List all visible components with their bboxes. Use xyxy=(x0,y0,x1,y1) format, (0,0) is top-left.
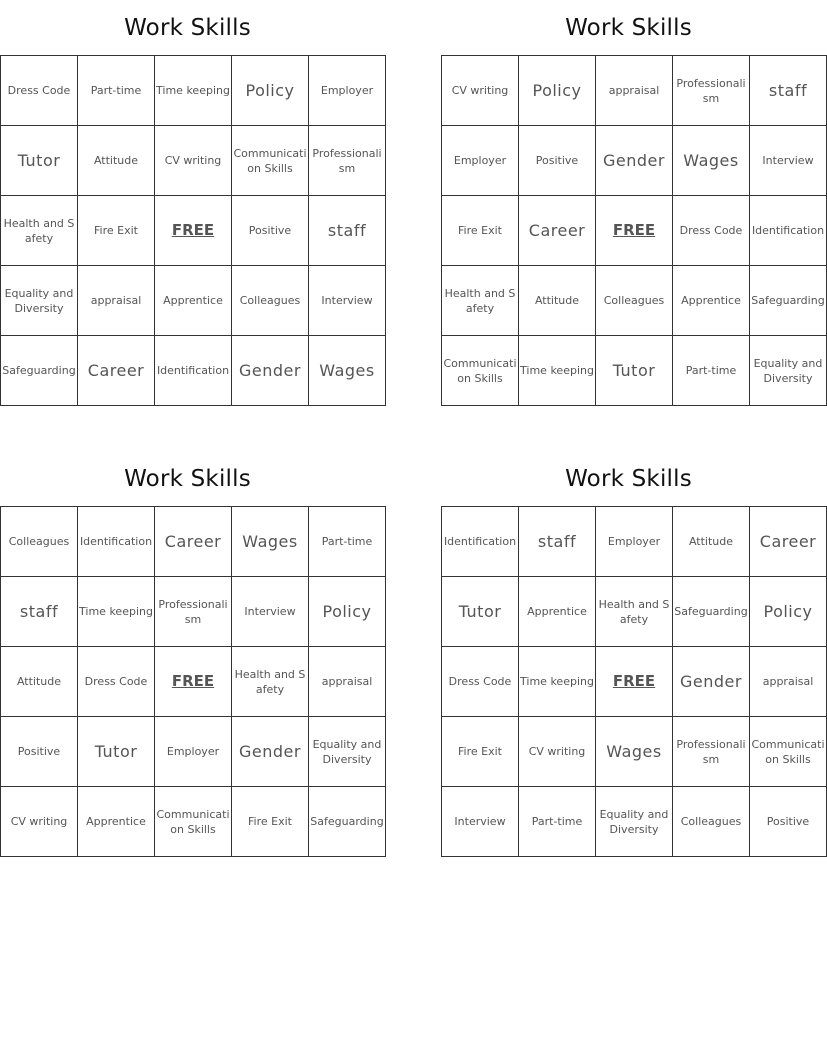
grid-cell: Career xyxy=(155,507,232,577)
grid-row xyxy=(442,577,827,647)
grid-cell: Colleagues xyxy=(232,266,309,336)
card-title: Work Skills xyxy=(124,466,251,492)
grid-cell: staff xyxy=(519,507,596,577)
grid-cell: Part-time xyxy=(309,507,386,577)
grid-cell: Positive xyxy=(519,126,596,196)
grid-row xyxy=(442,717,827,787)
grid-cell: Wages xyxy=(673,126,750,196)
grid-row xyxy=(442,507,827,577)
grid-cell: Communication Skills xyxy=(442,336,519,406)
grid-cell: Attitude xyxy=(1,647,78,717)
grid-cell: Dress Code xyxy=(442,647,519,717)
grid-row xyxy=(1,717,386,787)
grid-row xyxy=(442,647,827,717)
grid-cell: Tutor xyxy=(1,126,78,196)
grid-cell: Interview xyxy=(232,577,309,647)
grid-row xyxy=(442,336,827,406)
grid-row xyxy=(1,647,386,717)
grid-cell: Safeguarding xyxy=(673,577,750,647)
grid-cell: Attitude xyxy=(673,507,750,577)
grid-cell: Health and Safety xyxy=(596,577,673,647)
grid-cell: Policy xyxy=(519,56,596,126)
grid-row xyxy=(1,507,386,577)
grid-cell: Equality and Diversity xyxy=(750,336,827,406)
grid-cell: Part-time xyxy=(519,787,596,857)
grid-cell: appraisal xyxy=(309,647,386,717)
grid-cell: Tutor xyxy=(78,717,155,787)
grid-cell: Wages xyxy=(596,717,673,787)
grid-cell: Career xyxy=(519,196,596,266)
grid-cell: Apprentice xyxy=(78,787,155,857)
grid-cell: Wages xyxy=(232,507,309,577)
grid-cell: Colleagues xyxy=(596,266,673,336)
grid-cell: Identification xyxy=(78,507,155,577)
grid-row xyxy=(442,266,827,336)
bingo-card-4 xyxy=(441,451,825,857)
grid-row xyxy=(1,266,386,336)
grid-cell: Time keeping xyxy=(155,56,232,126)
grid-cell: Wages xyxy=(309,336,386,406)
grid-cell: Career xyxy=(78,336,155,406)
grid-cell: appraisal xyxy=(750,647,827,717)
grid-cell: Time keeping xyxy=(519,336,596,406)
grid-cell: Professionalism xyxy=(673,717,750,787)
grid-cell: Colleagues xyxy=(1,507,78,577)
grid-cell: Dress Code xyxy=(673,196,750,266)
grid-cell: Employer xyxy=(442,126,519,196)
grid-cell: Fire Exit xyxy=(442,717,519,787)
grid-cell: Part-time xyxy=(78,56,155,126)
grid-cell: Fire Exit xyxy=(442,196,519,266)
grid-cell: Positive xyxy=(232,196,309,266)
grid-cell: Employer xyxy=(309,56,386,126)
grid-cell: Gender xyxy=(232,336,309,406)
bingo-grid xyxy=(441,55,827,406)
grid-cell: Fire Exit xyxy=(232,787,309,857)
grid-cell: Safeguarding xyxy=(750,266,827,336)
grid-cell: Safeguarding xyxy=(309,787,386,857)
grid-row xyxy=(1,196,386,266)
grid-cell: Gender xyxy=(232,717,309,787)
grid-row xyxy=(442,126,827,196)
bingo-grid xyxy=(441,506,827,857)
grid-cell: FREE xyxy=(596,196,673,266)
grid-cell: CV writing xyxy=(155,126,232,196)
grid-cell: Identification xyxy=(750,196,827,266)
grid-cell: Attitude xyxy=(78,126,155,196)
grid-cell: Colleagues xyxy=(673,787,750,857)
grid-cell: Apprentice xyxy=(519,577,596,647)
grid-cell: Positive xyxy=(750,787,827,857)
grid-cell: Communication Skills xyxy=(750,717,827,787)
grid-cell: Equality and Diversity xyxy=(596,787,673,857)
grid-cell: Apprentice xyxy=(155,266,232,336)
grid-cell: Professionalism xyxy=(309,126,386,196)
grid-cell: staff xyxy=(1,577,78,647)
grid-cell: Time keeping xyxy=(78,577,155,647)
grid-cell: Interview xyxy=(442,787,519,857)
grid-cell: Equality and Diversity xyxy=(309,717,386,787)
grid-cell: Positive xyxy=(1,717,78,787)
grid-cell: FREE xyxy=(155,647,232,717)
bingo-grid xyxy=(0,55,386,406)
grid-row xyxy=(1,56,386,126)
grid-cell: Part-time xyxy=(673,336,750,406)
grid-cell: Communication Skills xyxy=(232,126,309,196)
grid-cell: Fire Exit xyxy=(78,196,155,266)
grid-row xyxy=(1,577,386,647)
grid-cell: CV writing xyxy=(1,787,78,857)
grid-cell: Time keeping xyxy=(519,647,596,717)
card-title: Work Skills xyxy=(565,466,692,492)
grid-row xyxy=(442,196,827,266)
grid-cell: CV writing xyxy=(519,717,596,787)
grid-row xyxy=(1,787,386,857)
bingo-grid xyxy=(0,506,386,857)
grid-cell: Employer xyxy=(155,717,232,787)
grid-cell: staff xyxy=(750,56,827,126)
grid-cell: Gender xyxy=(673,647,750,717)
grid-cell: Health and Safety xyxy=(1,196,78,266)
bingo-card-2 xyxy=(441,0,825,406)
grid-cell: Tutor xyxy=(442,577,519,647)
grid-cell: Dress Code xyxy=(1,56,78,126)
grid-cell: Gender xyxy=(596,126,673,196)
grid-cell: Identification xyxy=(155,336,232,406)
grid-cell: Health and Safety xyxy=(442,266,519,336)
grid-cell: Professionalism xyxy=(673,56,750,126)
grid-cell: Health and Safety xyxy=(232,647,309,717)
grid-row xyxy=(442,56,827,126)
grid-cell: FREE xyxy=(596,647,673,717)
bingo-card-1 xyxy=(0,0,382,406)
grid-cell: Policy xyxy=(750,577,827,647)
grid-cell: Policy xyxy=(309,577,386,647)
grid-cell: Equality and Diversity xyxy=(1,266,78,336)
grid-cell: Career xyxy=(750,507,827,577)
grid-cell: Interview xyxy=(750,126,827,196)
grid-cell: Apprentice xyxy=(673,266,750,336)
grid-cell: Dress Code xyxy=(78,647,155,717)
grid-cell: Interview xyxy=(309,266,386,336)
card-title: Work Skills xyxy=(565,15,692,41)
grid-cell: Policy xyxy=(232,56,309,126)
bingo-card-3 xyxy=(0,451,384,857)
grid-row xyxy=(1,336,386,406)
grid-cell: Professionalism xyxy=(155,577,232,647)
card-title: Work Skills xyxy=(124,15,251,41)
grid-cell: staff xyxy=(309,196,386,266)
grid-cell: FREE xyxy=(155,196,232,266)
grid-row xyxy=(1,126,386,196)
grid-cell: Communication Skills xyxy=(155,787,232,857)
grid-cell: Attitude xyxy=(519,266,596,336)
grid-cell: Employer xyxy=(596,507,673,577)
grid-cell: Tutor xyxy=(596,336,673,406)
grid-cell: Safeguarding xyxy=(1,336,78,406)
grid-cell: appraisal xyxy=(78,266,155,336)
grid-cell: Identification xyxy=(442,507,519,577)
grid-row xyxy=(442,787,827,857)
grid-cell: CV writing xyxy=(442,56,519,126)
grid-cell: appraisal xyxy=(596,56,673,126)
